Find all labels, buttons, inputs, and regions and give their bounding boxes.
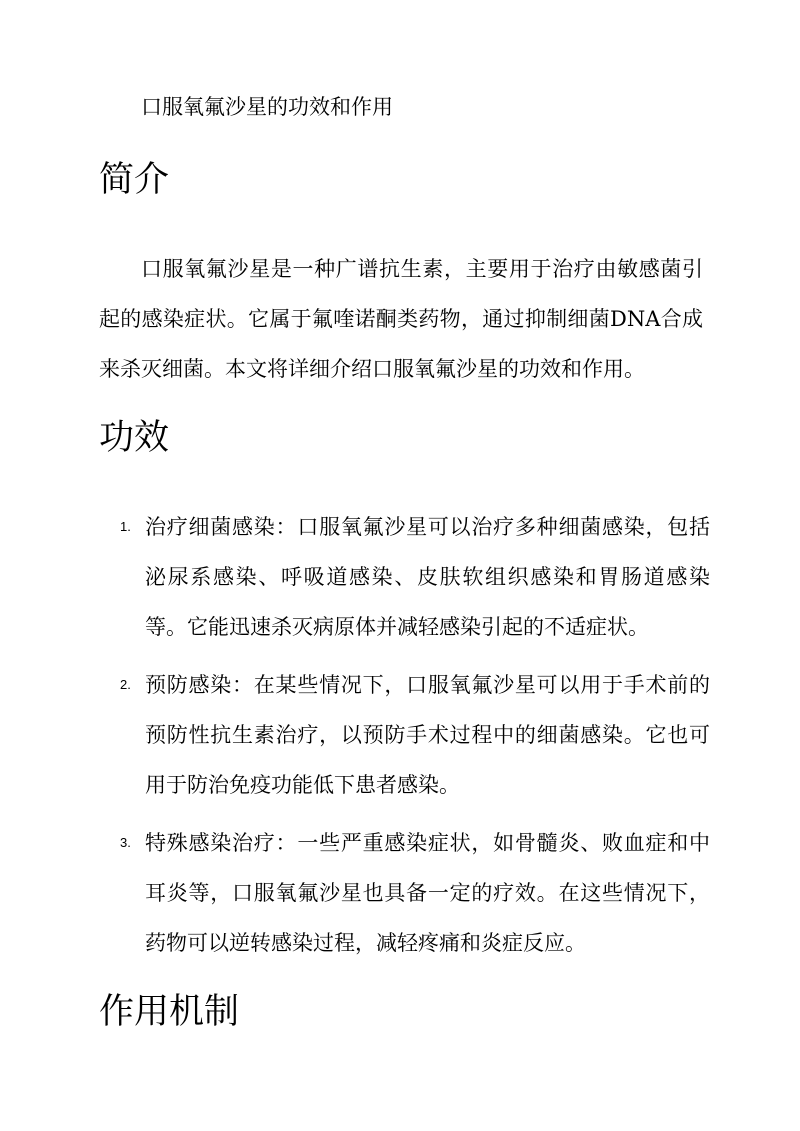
intro-paragraph: 口服氧氟沙星是一种广谱抗生素，主要用于治疗由敏感菌引起的感染症状。它属于氟喹诺酮类药物，通过抑制细菌DNA合成来杀灭细菌。本文将详细介绍口服氧氟沙星的功效和作用。 [99,257,703,381]
section-heading-intro: 简介 [99,160,170,200]
section-heading-effects: 功效 [99,418,170,458]
list-item-text: 预防感染：在某些情况下，口服氧氟沙星可以用于手术前的预防性抗生素治疗，以预防手术过程中的细菌感染。它也可用于防治免疫功能低下患者感染。 [145,673,710,797]
list-item-number: 3. [120,835,131,850]
list-item-text: 特殊感染治疗：一些严重感染症状，如骨髓炎、败血症和中耳炎等，口服氧氟沙星也具备一定的疗效。在这些情况下，药物可以逆转感染过程，减轻疼痛和炎症反应。 [145,831,710,955]
section-heading-mechanism: 作用机制 [99,992,240,1032]
list-item-number: 2. [120,677,131,692]
list-item-number: 1. [120,519,131,534]
list-item-text: 治疗细菌感染：口服氧氟沙星可以治疗多种细菌感染，包括泌尿系感染、呼吸道感染、皮肤软组织感染和胃肠道感染等。它能迅速杀灭病原体并减轻感染引起的不适症状。 [145,515,710,639]
document-subtitle: 口服氧氟沙星的功效和作用 [141,95,393,119]
